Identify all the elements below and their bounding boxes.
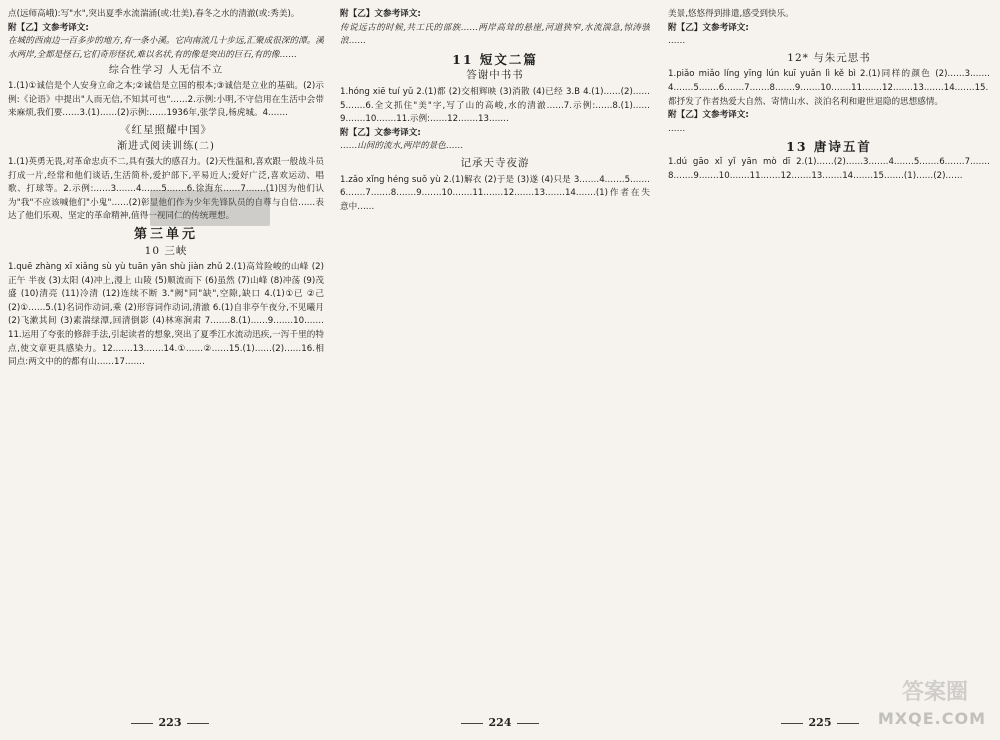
translation-text: …… bbox=[668, 36, 686, 47]
translation-label: 附【乙】文参考译文: bbox=[8, 22, 89, 33]
unit-title: 第三单元 bbox=[133, 226, 198, 242]
translation-text: ……山间的流水,两岸的景色…… bbox=[340, 141, 464, 152]
text-paragraph: 1.piǎo miǎo líng yīng lún kuī yuǎn lì kě bì 2.(1)同样的颜色 (2)……3.……4.……5.……6.……7.……8.……9.……10.……11.……12.……13.……14.……15.都抒发了作者热爱大自然、寄情山水、淡泊名利和避世退隐的思想感情。 bbox=[668, 69, 990, 107]
book-subtitle: 渐进式阅读训练(二) bbox=[117, 141, 215, 153]
translation-label: 附【乙】文参考译文: bbox=[668, 22, 749, 33]
translation-text: 传说远古的时候,共工氏的部族……两岸高耸的悬崖,河道狭窄,水流湍急,惊涛骇浪…… bbox=[340, 22, 650, 47]
text-paragraph: 1.quē zhàng xī xiǎng sù yù tuān yān shù jiàn zhǔ 2.(1)高耸险峻的山峰 (2)正午 半夜 (3)太阳 (4)冲上,漫上 山陵 (5)顺流而下 (6)虽然 (7)山峰 (8)冲荡 (9)茂盛 (10)清亮 (11)冷清 (12)连续不断 3."阙"同"缺",空隙,缺口 4.(1)①已 ②己 (2)①……5.(1)名词作动词,乘 (2)形容词作动词,清澈 6.(1)自非亭午夜分,不见曦月 (2)飞漱其间 (3)素湍绿潭,回清倒影 (4)林寒涧肃 7.……8.(1)……9.……10.……11.运用了夸张的修辞手法,引起读者的想象,突出了夏季江水流动迅疾,一泻千里的特点,使文章更具感染力。12.……13.……14.①……②……15.(1)……(2)……16.相同点:两文中的的都有山……17.…… bbox=[8, 262, 324, 368]
text-paragraph: 1.(1)①诚信是个人安身立命之本;②诚信是立国的根本;③诚信是立业的基础。(2)示例:《论语》中提出"人而无信,不知其可也"……2.示例:小明,不守信用在生活中会带来麻烦,我们要……3.(1)……(2)示例:……1936年,张学良,杨虎城。4.…… bbox=[8, 80, 324, 119]
translation-text: 在城的西南边一百多步的地方,有一条小溪。它向南流几十步远,汇聚成很深的潭。溪水两岸,全都是怪石,它们奇形怪状,难以名状,有的像是突出的巨石,有的像…… bbox=[8, 36, 324, 60]
page-number: 224 bbox=[440, 716, 560, 729]
lesson-title: 11 短文二篇 bbox=[452, 51, 538, 67]
book-title: 《红星照耀中国》 bbox=[120, 123, 212, 136]
lesson-subtitle: 答谢中书书 bbox=[466, 69, 524, 82]
watermark-logo: 答案圈 bbox=[901, 679, 968, 705]
translation-label: 附【乙】文参考译文: bbox=[340, 9, 421, 19]
text-paragraph: 1.dú gāo xǐ yǐ yān mò dī 2.(1)……(2)……3.……4.……5.……6.……7.……8.……9.……10.……11.……12.……13.……14.……15.……(1)……(2)…… bbox=[668, 156, 990, 181]
page-223-column bbox=[8, 8, 324, 708]
lesson-subtitle: 记承天寺夜游 bbox=[460, 156, 530, 169]
lesson-title: 13 唐诗五首 bbox=[786, 139, 872, 155]
translation-text: …… bbox=[668, 123, 686, 134]
translation-label: 附【乙】文参考译文: bbox=[340, 127, 421, 138]
text-paragraph: 1.hóng xiē tuí yǔ 2.(1)都 (2)交相辉映 (3)消散 (4)已经 3.B 4.(1)……(2)……5.……6.全文抓住"美"字,写了山的高峻,水的清澈……7.示例:……8.(1)……9.……10.……11.示例:……12.……13.…… bbox=[340, 86, 650, 125]
page-number: 225 bbox=[760, 716, 880, 729]
text-paragraph: 1.(1)英勇无畏,对革命忠贞不二,具有强大的感召力。(2)天性温和,喜欢跟一般战斗员打成一片,经常和他们谈话,生活简朴,爱护部下,平易近人;爱好广泛,喜欢运动、唱歌、打球等。2.示例:……3.……4.……5.……6.徐海东……7.……(1)因为他们认为"我"不应该喊他们"小鬼"……(2)彰显他们作为少年先锋队员的自尊与自信……表达了他们乐观、坚定的革命精神,值得一视同仁的传统理想。 bbox=[8, 156, 324, 222]
page-225-column bbox=[668, 8, 990, 708]
text-paragraph: 1.zǎo xǐng héng suǒ yù 2.(1)解衣 (2)于是 (3)遂 (4)只是 3.……4.……5.……6.……7.……8.……9.……10.……11.……12.……13.……14.……(1)作者在失意中…… bbox=[340, 174, 650, 212]
page-224-column bbox=[340, 8, 650, 708]
section-title: 综合性学习 人无信不立 bbox=[108, 65, 224, 77]
text-paragraph: 点(远师高峨):写"水",突出夏季水流湍涌(或:壮美),春冬之水的清澈(或:秀美)。 bbox=[8, 9, 300, 19]
lesson-title: 10 三峡 bbox=[144, 244, 188, 257]
watermark-text: MXQE.COM bbox=[877, 709, 986, 728]
page-number: 223 bbox=[110, 716, 230, 729]
translation-label: 附【乙】文参考译文: bbox=[668, 110, 749, 121]
scan-smudge bbox=[150, 190, 270, 226]
lesson-title: 12* 与朱元思书 bbox=[787, 51, 871, 64]
text-paragraph: 美景,悠悠得到排遣,感受到快乐。 bbox=[668, 9, 794, 19]
